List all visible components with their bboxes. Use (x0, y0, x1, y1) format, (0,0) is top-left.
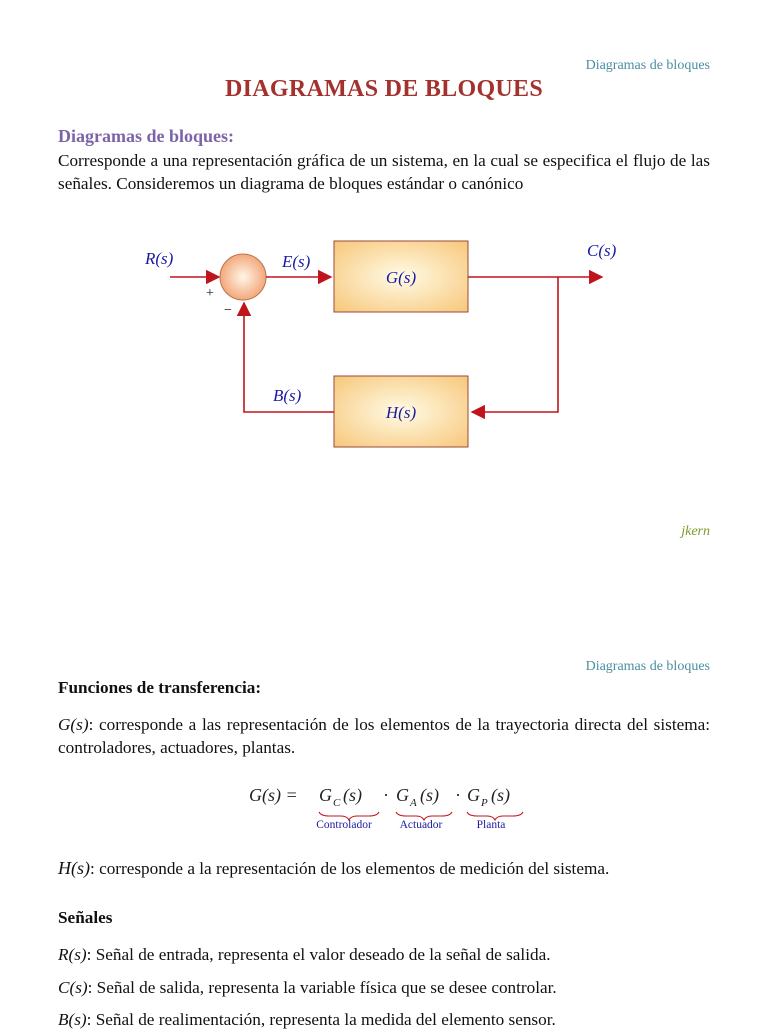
h-description-text: : corresponde a la representación de los elementos de medición del sistema. (90, 859, 610, 878)
signal-item (58, 1010, 758, 1030)
term-p: G (467, 785, 480, 805)
input-label: R(s) (145, 249, 174, 268)
arg-p: (s) (491, 785, 510, 805)
page-header-2: Diagramas de bloques (585, 659, 710, 674)
section-subtitle: Diagramas de bloques: (58, 126, 235, 146)
page-title: DIAGRAMAS DE BLOQUES (224, 76, 544, 102)
signal-item (58, 978, 758, 998)
term-a: G (396, 785, 409, 805)
intro-paragraph: Corresponde a una representación gráfica de un sistema, en la cual se especifica el flujo de las señales. Consideremos un diagrama de bloques estándar o canónico (58, 151, 710, 193)
signal-item (58, 945, 758, 965)
arg-a: (s) (420, 785, 439, 805)
minus-sign: − (224, 303, 232, 318)
feedback-block-label: H(s) (385, 403, 417, 422)
signals-heading: Señales (58, 908, 113, 927)
label-actuador: Actuador (399, 819, 443, 831)
error-label: E(s) (282, 252, 311, 271)
summing-junction (220, 254, 266, 300)
plus-sign: + (206, 286, 214, 301)
signal-symbol: C(s) (58, 978, 88, 997)
block-diagram (0, 220, 768, 460)
signal-text: : Señal de salida, representa la variable física que se desee controlar. (87, 978, 557, 997)
feedback-arrow (472, 277, 558, 412)
dot-1: · (383, 785, 389, 805)
signal-symbol: B(s) (58, 1010, 87, 1029)
signal-text: : Señal de realimentación, representa la medida del elemento sensor. (86, 1010, 556, 1029)
author-credit: jkern (681, 524, 710, 539)
term-c: G (319, 785, 332, 805)
sub-c: C (333, 797, 341, 809)
signal-text: : Señal de entrada, representa el valor deseado de la señal de salida. (86, 945, 551, 964)
sub-p: P (481, 797, 488, 809)
label-planta: Planta (476, 819, 506, 831)
transfer-functions-heading: Funciones de transferencia: (58, 678, 262, 697)
output-label: C(s) (587, 241, 617, 260)
g-description (58, 713, 710, 759)
equation-lhs: G(s) = (249, 785, 298, 805)
arg-c: (s) (343, 785, 362, 805)
feedback-label: B(s) (273, 386, 302, 405)
page-header: Diagramas de bloques (585, 58, 710, 73)
label-controlador: Controlador (316, 819, 372, 831)
dot-2: · (455, 785, 461, 805)
forward-block-label: G(s) (385, 268, 417, 287)
h-symbol: H(s) (58, 858, 90, 878)
h-description (58, 858, 758, 879)
transfer-equation (0, 775, 768, 835)
sub-a: A (410, 797, 417, 809)
signal-symbol: R(s) (58, 945, 87, 964)
g-symbol: G(s) (58, 715, 89, 734)
g-description-text: : corresponde a las representación de los elementos de la trayectoria directa del sistema: controladores, actuadores, plantas. (58, 715, 710, 757)
